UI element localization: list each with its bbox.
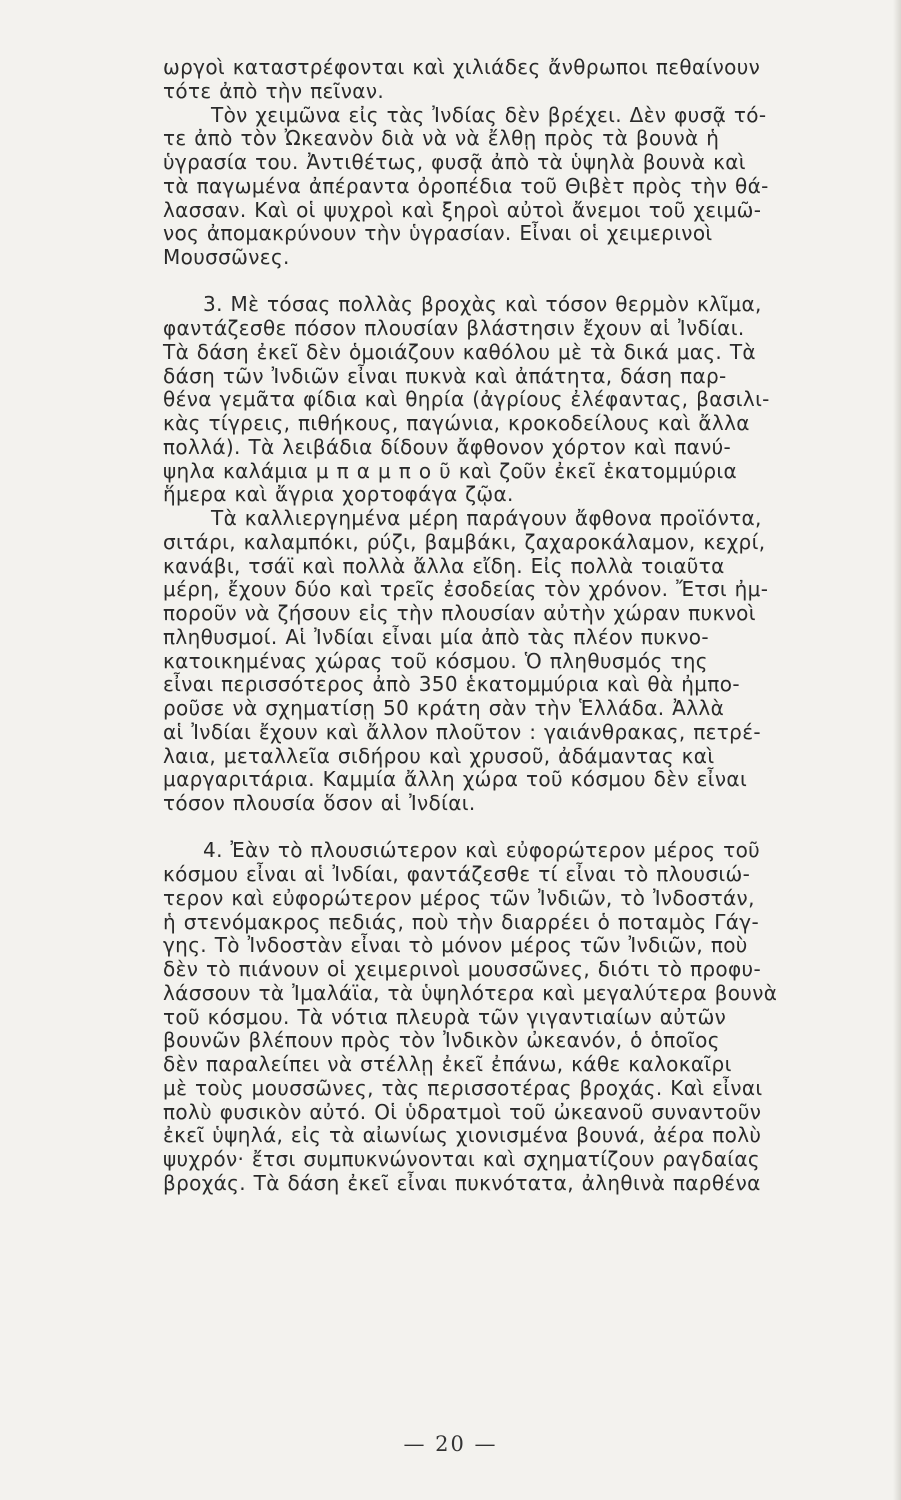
text-line: Μουσσῶνες.: [163, 245, 290, 269]
text-line: μέρη, ἔχουν δύο καὶ τρεῖς ἐσοδείας τὸν χρόνον. Ἔτσι ἠμ-: [163, 577, 769, 602]
body-text: [163, 56, 901, 1196]
text-line: θένα γεμᾶτα φίδια καὶ θηρία (ἀγρίους ἐλέφαντας, βασιλι-: [163, 387, 770, 412]
text-line: φαντάζεσθε πόσον πλουσίαν βλάστησιν ἔχουν αἱ Ἰνδίαι.: [163, 316, 745, 340]
text-line: ποροῦν νὰ ζήσουν εἰς τὴν πλουσίαν αὐτὴν χώραν πυκνοὶ: [163, 601, 756, 625]
text-line: δὲν παραλείπει νὰ στέλλῃ ἐκεῖ ἐπάνω, κάθε καλοκαῖρι: [163, 1052, 732, 1076]
section-spacer: [163, 816, 901, 840]
text-line: λασσαν. Καὶ οἱ ψυχροὶ καὶ ξηροὶ αὐτοὶ ἄνεμοι τοῦ χειμῶ-: [163, 197, 762, 222]
text-line: Τὰ δάση ἐκεῖ δὲν ὁμοιάζουν καθόλου μὲ τὰ δικά μας. Τὰ: [163, 339, 756, 364]
text-line: τὰ παγωμένα ἀπέραντα ὀροπέδια τοῦ Θιβὲτ πρὸς τὴν θά-: [163, 173, 769, 198]
text-line: πολλά). Τὰ λειβάδια δίδουν ἄφθονον χόρτον καὶ πανύ-: [163, 434, 732, 459]
text-line: κὰς τίγρεις, πιθήκους, παγώνια, κροκοδείλους καὶ ἄλλα: [163, 411, 750, 435]
text-line: κόσμου εἶναι αἱ Ἰνδίαι, φαντάζεσθε τί εἶναι τὸ πλουσιώ-: [163, 862, 751, 886]
text-line: ἐκεῖ ὑψηλά, εἰς τὰ αἰωνίως χιονισμένα βουνά, ἀέρα πολὺ: [163, 1123, 762, 1148]
text-line: βουνῶν βλέπουν πρὸς τὸν Ἰνδικὸν ὠκεανόν, ὁ ὁποῖος: [163, 1028, 720, 1053]
text-line: 4. Ἐὰν τὸ πλουσιώτερον καὶ εὐφορώτερον μέρος τοῦ: [203, 838, 761, 863]
text-line: νος ἀπομακρύνουν τὴν ὑγρασίαν. Εἶναι οἱ χειμερινοὶ: [163, 221, 713, 246]
text-line: πολὺ φυσικὸν αὐτό. Οἱ ὑδρατμοὶ τοῦ ὠκεανοῦ συναντοῦν: [163, 1099, 762, 1124]
text-line: γης. Τὸ Ἰνδοστὰν εἶναι τὸ μόνον μέρος τῶν Ἰνδιῶν, ποὺ: [163, 933, 748, 958]
text-line: μαργαριτάρια. Καμμία ἄλλη χώρα τοῦ κόσμου δὲν εἶναι: [163, 767, 748, 792]
text-line: μὲ τοὺς μουσσῶνες, τὰς περισσοτέρας βροχάς. Καὶ εἶναι: [163, 1075, 763, 1100]
text-line: Τὰ καλλιεργημένα μέρη παράγουν ἄφθονα προϊόντα,: [211, 506, 762, 530]
text-line: δάση τῶν Ἰνδιῶν εἶναι πυκνὰ καὶ ἀπάτητα, δάση παρ-: [163, 363, 727, 388]
page-number: — 20 —: [403, 1432, 498, 1456]
text-line: ροῦσε νὰ σχηματίσῃ 50 κράτη σὰν τὴν Ἑλλάδα. Ἀλλὰ: [163, 696, 725, 720]
text-line: αἱ Ἰνδίαι ἔχουν καὶ ἄλλον πλοῦτον : γαιάνθρακας, πετρέ-: [163, 719, 761, 744]
paragraph-cultivation: [163, 507, 901, 816]
text-line: λαια, μεταλλεῖα σιδήρου καὶ χρυσοῦ, ἀδάμαντας καὶ: [163, 743, 715, 768]
text-line: ψυχρόν· ἔτσι συμπυκνώνονται καὶ σχηματίζουν ραγδαίας: [163, 1147, 760, 1171]
text-line: σιτάρι, καλαμπόκι, ρύζι, βαμβάκι, ζαχαροκάλαμον, κεχρί,: [163, 529, 766, 554]
text-line: πληθυσμοί. Αἱ Ἰνδίαι εἶναι μία ἀπὸ τὰς πλέον πυκνο-: [163, 624, 709, 649]
text-line: εἶναι περισσότερος ἀπὸ 350 ἑκατομμύρια καὶ θὰ ἠμπο-: [163, 672, 740, 697]
paragraph-winter: [163, 104, 901, 270]
section-spacer: [163, 270, 901, 294]
text-line: ὑγρασία του. Ἀντιθέτως, φυσᾷ ἀπὸ τὰ ὑψηλὰ βουνὰ καὶ: [163, 150, 746, 174]
text-line: βροχάς. Τὰ δάση ἐκεῖ εἶναι πυκνότατα, ἀληθινὰ παρθένα: [163, 1170, 761, 1195]
text-line: ωργοὶ καταστρέφονται καὶ χιλιάδες ἄνθρωποι πεθαίνουν: [163, 55, 761, 79]
text-line: τότε ἀπὸ τὴν πεῖναν.: [163, 78, 385, 103]
section-4-paragraph: [163, 839, 901, 1195]
text-line: τόσον πλουσία ὅσον αἱ Ἰνδίαι.: [163, 791, 476, 815]
text-line: τερον καὶ εὐφορώτερον μέρος τῶν Ἰνδιῶν, τὸ Ἰνδοστάν,: [163, 885, 755, 910]
text-line: ἥμερα καὶ ἄγρια χορτοφάγα ζῷα.: [163, 482, 514, 507]
section-3-paragraph: [163, 293, 901, 507]
text-line: δὲν τὸ πιάνουν οἱ χειμερινοὶ μουσσῶνες, διότι τὸ προφυ-: [163, 957, 762, 981]
text-line: Τὸν χειμῶνα εἰς τὰς Ἰνδίας δὲν βρέχει. Δὲν φυσᾷ τό-: [211, 102, 767, 127]
text-line: 3. Μὲ τόσας πολλὰς βροχὰς καὶ τόσον θερμὸν κλῖμα,: [203, 292, 762, 317]
text-line: κατοικημένας χώρας τοῦ κόσμου. Ὁ πληθυσμός της: [163, 648, 708, 673]
text-line: τοῦ κόσμου. Τὰ νότια πλευρὰ τῶν γιγαντιαίων αὐτῶν: [163, 1004, 727, 1029]
text-line: κανάβι, τσάϊ καὶ πολλὰ ἄλλα εἴδη. Εἰς πολλὰ τοιαῦτα: [163, 553, 725, 578]
text-line: ψηλα καλάμια μ π α μ π ο ῦ καὶ ζοῦν ἐκεῖ ἑκατομμύρια: [163, 458, 738, 483]
paragraph-continuation: [163, 56, 901, 104]
text-line: λάσσουν τὰ Ἰμαλάϊα, τὰ ὑψηλότερα καὶ μεγαλύτερα βουνὰ: [163, 980, 778, 1005]
text-line: τε ἀπὸ τὸν Ὠκεανὸν διὰ νὰ νὰ ἔλθῃ πρὸς τὰ βουνὰ ἡ: [163, 126, 720, 151]
text-line: ἡ στενόμακρος πεδιάς, ποὺ τὴν διαρρέει ὁ ποταμὸς Γάγ-: [163, 909, 760, 934]
